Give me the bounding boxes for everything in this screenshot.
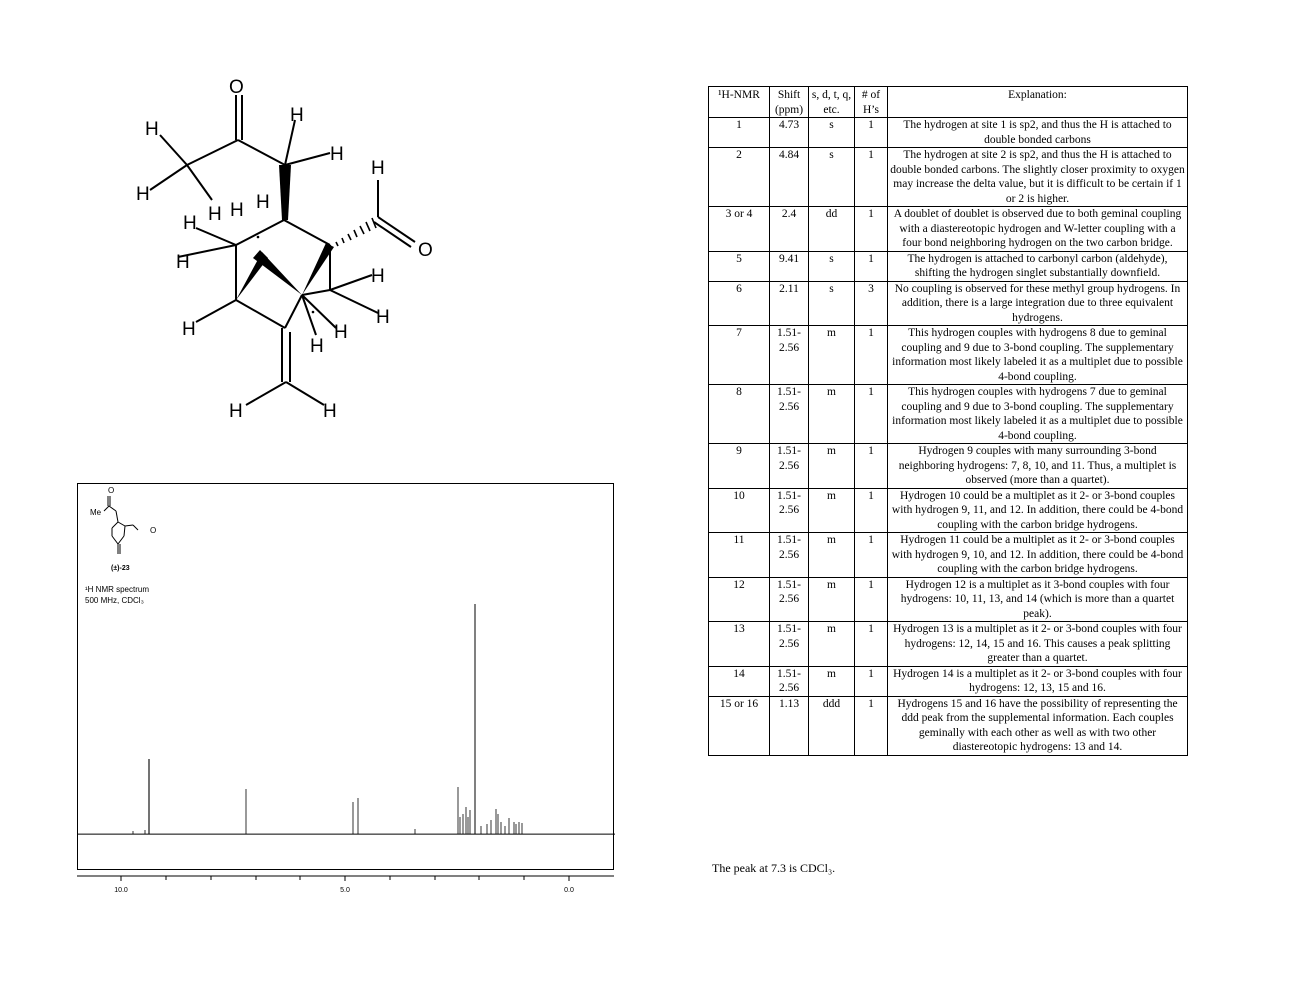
h-label: H	[334, 322, 348, 343]
aldehyde-oxygen: O	[418, 240, 433, 261]
cell-shift: 1.51-2.56	[770, 622, 809, 667]
cell-multiplicity: m	[809, 385, 855, 444]
cell-site: 14	[709, 666, 770, 696]
cell-shift: 1.51-2.56	[770, 488, 809, 533]
cell-count: 1	[855, 533, 888, 578]
cell-shift: 1.51-2.56	[770, 385, 809, 444]
cell-multiplicity: dd	[809, 207, 855, 252]
cell-shift: 1.13	[770, 696, 809, 755]
cell-site: 7	[709, 326, 770, 385]
cell-multiplicity: m	[809, 622, 855, 667]
cell-explanation: Hydrogen 13 is a multiplet as it 2- or 3-bond couples with four hydrogens: 12, 14, 15 and 16. This causes a peak splitting greater than a quartet.	[888, 622, 1188, 667]
h-label: H	[290, 105, 304, 126]
cell-count: 1	[855, 148, 888, 207]
axis-tick-label: 10.0	[114, 887, 128, 894]
cell-multiplicity: s	[809, 281, 855, 326]
cell-site: 2	[709, 148, 770, 207]
cell-explanation: This hydrogen couples with hydrogens 7 due to geminal coupling and 9 due to 3-bond coupling. The supplementary information most likely labeled it as a multiplet due to possible 4-bond coupling.	[888, 385, 1188, 444]
table-row	[709, 281, 1188, 326]
ketone-oxygen: O	[229, 77, 244, 98]
cell-multiplicity: m	[809, 533, 855, 578]
h-label: H	[256, 192, 270, 213]
axis-tick-label: 0.0	[564, 887, 574, 894]
h-label: H	[182, 319, 196, 340]
cell-count: 1	[855, 251, 888, 281]
header-multiplicity: s, d, t, q, etc.	[809, 87, 855, 118]
cell-site: 5	[709, 251, 770, 281]
table-row	[709, 577, 1188, 622]
cell-explanation: The hydrogen at site 1 is sp2, and thus the H is attached to double bonded carbons	[888, 118, 1188, 148]
cell-site: 15 or 16	[709, 696, 770, 755]
header-count: # of H’s	[855, 87, 888, 118]
cell-site: 1	[709, 118, 770, 148]
table-row	[709, 207, 1188, 252]
cell-shift: 4.73	[770, 118, 809, 148]
table-row	[709, 385, 1188, 444]
table-row	[709, 148, 1188, 207]
inset-oxygen-label: O	[108, 486, 115, 495]
header-explanation: Explanation:	[888, 87, 1188, 118]
table-row	[709, 533, 1188, 578]
table-row	[709, 251, 1188, 281]
cell-count: 3	[855, 281, 888, 326]
cell-explanation: Hydrogen 10 could be a multiplet as it 2- or 3-bond couples with hydrogen 9, 11, and 12. In addition, there could be 4-bond coupling with the carbon bridge hydrogens.	[888, 488, 1188, 533]
table-row	[709, 326, 1188, 385]
inset-oxygen-label-2: O	[150, 526, 157, 535]
molecule-structure	[120, 70, 450, 430]
cell-explanation: A doublet of doublet is observed due to both geminal coupling with a diastereotopic hydrogen and W-letter coupling with a four bond neighboring hydrogen on the two carbon bridge.	[888, 207, 1188, 252]
cell-multiplicity: s	[809, 251, 855, 281]
table-body	[709, 118, 1188, 756]
cell-multiplicity: m	[809, 666, 855, 696]
cell-multiplicity: s	[809, 118, 855, 148]
footnote: The peak at 7.3 is CDCl₃.	[712, 861, 836, 875]
cell-shift: 4.84	[770, 148, 809, 207]
inset-me-label: Me	[90, 508, 102, 517]
cell-count: 1	[855, 666, 888, 696]
cell-count: 1	[855, 622, 888, 667]
h-label: H	[330, 144, 344, 165]
h-label: H	[229, 401, 243, 422]
cell-shift: 1.51-2.56	[770, 326, 809, 385]
cell-multiplicity: m	[809, 488, 855, 533]
inset-structure	[104, 496, 138, 554]
cell-count: 1	[855, 326, 888, 385]
cell-explanation: Hydrogen 9 couples with many surrounding 3-bond neighboring hydrogens: 7, 8, 10, and 11. Thus, a multiplet is observed (more than a quartet).	[888, 444, 1188, 489]
spectrum-conditions: 500 MHz, CDCl₃	[85, 596, 144, 605]
h-label: H	[371, 158, 385, 179]
cell-multiplicity: m	[809, 444, 855, 489]
table-row	[709, 622, 1188, 667]
h-label: H	[371, 266, 385, 287]
cell-count: 1	[855, 444, 888, 489]
cell-count: 1	[855, 488, 888, 533]
cell-site: 10	[709, 488, 770, 533]
cell-explanation: Hydrogen 12 is a multiplet as it 3-bond couples with four hydrogens: 10, 11, 13, and 14 (which is more than a quartet peak).	[888, 577, 1188, 622]
spectrum-caption	[85, 584, 149, 606]
cell-count: 1	[855, 696, 888, 755]
cell-explanation: No coupling is observed for these methyl group hydrogens. In addition, there is a large integration due to three equivalent hydrogens.	[888, 281, 1188, 326]
nmr-spectrum-plot	[78, 484, 615, 871]
cell-count: 1	[855, 385, 888, 444]
h-label: H	[176, 252, 190, 273]
h-label: H	[310, 336, 324, 357]
cell-shift: 1.51-2.56	[770, 666, 809, 696]
cell-site: 8	[709, 385, 770, 444]
cell-explanation: The hydrogen at site 2 is sp2, and thus the H is attached to double bonded carbons. The slightly closer proximity to oxygen may increase the delta value, but it is difficult to be certain if 1 or 2 is higher.	[888, 148, 1188, 207]
cell-count: 1	[855, 577, 888, 622]
cell-site: 9	[709, 444, 770, 489]
cell-multiplicity: m	[809, 326, 855, 385]
cell-shift: 2.4	[770, 207, 809, 252]
h-label: H	[208, 204, 222, 225]
cell-site: 3 or 4	[709, 207, 770, 252]
table-header-row	[709, 87, 1188, 118]
cell-explanation: This hydrogen couples with hydrogens 8 due to geminal coupling and 9 due to 3-bond coupling. The supplementary information most likely labeled it as a multiplet due to possible 4-bond coupling.	[888, 326, 1188, 385]
ppm-axis	[77, 868, 614, 898]
cell-count: 1	[855, 118, 888, 148]
table-row	[709, 118, 1188, 148]
cell-explanation: Hydrogens 15 and 16 have the possibility of representing the ddd peak from the supplemental information. Each couples geminally with each other as well as with two other diastereotopic hydrogens: 13 and 14.	[888, 696, 1188, 755]
cell-multiplicity: ddd	[809, 696, 855, 755]
cell-shift: 2.11	[770, 281, 809, 326]
cell-shift: 1.51-2.56	[770, 577, 809, 622]
h-label: H	[136, 184, 150, 205]
table-row	[709, 666, 1188, 696]
cell-site: 6	[709, 281, 770, 326]
h-label: H	[230, 200, 244, 221]
cell-shift: 1.51-2.56	[770, 444, 809, 489]
h-label: H	[376, 307, 390, 328]
table-row	[709, 696, 1188, 755]
table-row	[709, 444, 1188, 489]
h-label: H	[183, 213, 197, 234]
cell-multiplicity: s	[809, 148, 855, 207]
cell-site: 11	[709, 533, 770, 578]
h-label: H	[323, 401, 337, 422]
cell-site: 13	[709, 622, 770, 667]
cell-shift: 9.41	[770, 251, 809, 281]
spectrum-title: ¹H NMR spectrum	[85, 585, 150, 594]
nmr-spectrum-panel	[77, 483, 614, 870]
compound-label: (±)-23	[111, 565, 130, 572]
cell-count: 1	[855, 207, 888, 252]
cell-explanation: Hydrogen 11 could be a multiplet as it 2- or 3-bond couples with hydrogen 9, 10, and 12. In addition, there could be 4-bond coupling with the carbon bridge hydrogens.	[888, 533, 1188, 578]
cell-site: 12	[709, 577, 770, 622]
table-row	[709, 488, 1188, 533]
h-label: H	[145, 119, 159, 140]
header-nmr: ¹H-NMR	[709, 87, 770, 118]
axis-tick-label: 5.0	[340, 887, 350, 894]
nmr-assignment-table	[708, 86, 1188, 756]
cell-shift: 1.51-2.56	[770, 533, 809, 578]
cell-explanation: The hydrogen is attached to carbonyl carbon (aldehyde), shifting the hydrogen singlet substantially downfield.	[888, 251, 1188, 281]
cell-explanation: Hydrogen 14 is a multiplet as it 2- or 3-bond couples with four hydrogens: 12, 13, 15 and 16.	[888, 666, 1188, 696]
cell-multiplicity: m	[809, 577, 855, 622]
header-shift: Shift (ppm)	[770, 87, 809, 118]
